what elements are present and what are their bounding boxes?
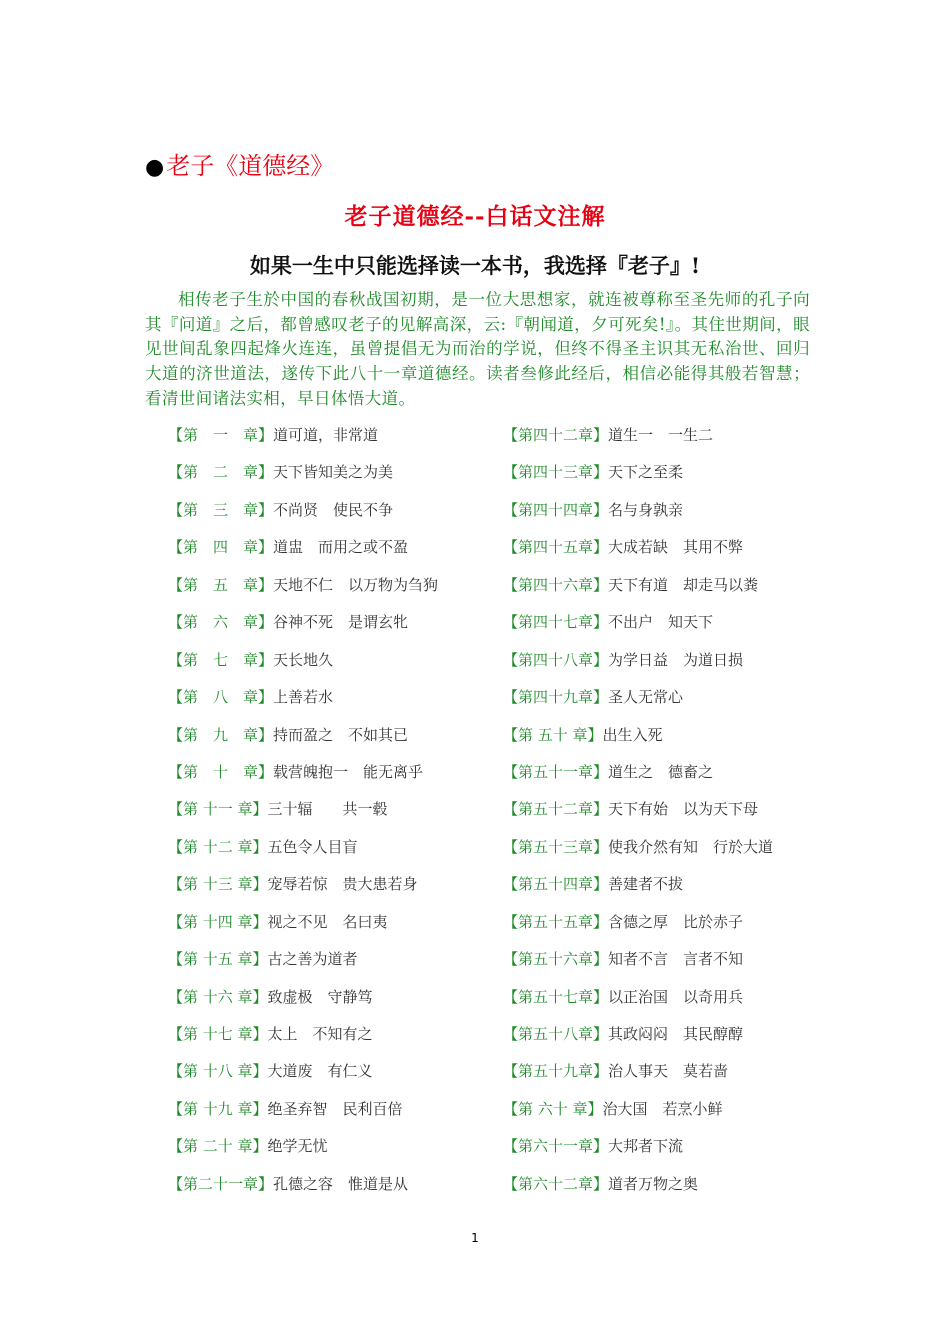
toc-chapter-label: 【第 十八 章】	[168, 1062, 268, 1081]
toc-chapter-label: 【第 十二 章】	[168, 837, 268, 856]
toc-item[interactable]	[503, 686, 773, 723]
page-subtitle: 如果一生中只能选择读一本书，我选择『老子』!	[249, 253, 701, 278]
toc-item[interactable]	[503, 461, 773, 498]
toc-item[interactable]	[503, 1173, 773, 1210]
toc-item[interactable]	[503, 536, 773, 573]
toc-item[interactable]	[503, 424, 773, 461]
toc-chapter-label: 【第四十六章】	[503, 575, 609, 594]
toc-item[interactable]	[168, 1060, 438, 1097]
toc-chapter-label: 【第六十一章】	[503, 1137, 609, 1156]
toc-chapter-label: 【第 七 章】	[168, 650, 274, 669]
toc-item[interactable]	[503, 948, 773, 985]
toc-item[interactable]	[503, 1135, 773, 1172]
toc-chapter-label: 【第 三 章】	[168, 500, 274, 519]
toc-item[interactable]	[168, 836, 438, 873]
toc-chapter-title: 出生入死	[602, 725, 663, 744]
toc-chapter-title: 使我介然有知 行於大道	[608, 837, 774, 856]
toc-chapter-title: 视之不见 名曰夷	[267, 912, 388, 931]
toc-chapter-label: 【第五十八章】	[503, 1025, 609, 1043]
toc-chapter-label: 【第五十五章】	[503, 912, 609, 931]
toc-chapter-title: 大成若缺 其用不弊	[608, 538, 744, 557]
toc-chapter-title: 大邦者下流	[608, 1137, 684, 1156]
toc-chapter-title: 上善若水	[273, 688, 334, 707]
toc-chapter-title: 天下有道 却走马以粪	[608, 575, 759, 594]
toc-item[interactable]	[503, 1023, 773, 1060]
toc-chapter-label: 【第 十一 章】	[168, 800, 268, 819]
toc-chapter-label: 【第 二十 章】	[168, 1137, 268, 1156]
toc-item[interactable]	[503, 798, 773, 835]
toc-chapter-label: 【第四十三章】	[503, 463, 609, 482]
toc-chapter-label: 【第 五 章】	[168, 575, 274, 594]
bullet-icon: ●	[145, 155, 165, 180]
toc-column-left	[168, 424, 438, 1210]
toc-chapter-title: 以正治国 以奇用兵	[608, 987, 744, 1006]
toc-item[interactable]	[503, 911, 773, 948]
section-heading	[145, 146, 334, 181]
toc-item[interactable]	[503, 873, 773, 910]
toc-chapter-title: 道者万物之奥	[608, 1174, 699, 1193]
toc-chapter-title: 天地不仁 以万物为刍狗	[273, 575, 439, 594]
toc-chapter-title: 宠辱若惊 贵大患若身	[267, 875, 418, 894]
toc-item[interactable]	[168, 611, 438, 648]
toc-item[interactable]	[168, 761, 438, 798]
toc-chapter-title: 道盅 而用之或不盈	[273, 538, 409, 557]
toc-chapter-label: 【第 十七 章】	[168, 1025, 268, 1043]
toc-chapter-label: 【第 十四 章】	[168, 912, 268, 931]
toc-chapter-title: 不出户 知天下	[608, 613, 714, 632]
toc-item[interactable]	[168, 724, 438, 761]
toc-chapter-label: 【第 十五 章】	[168, 950, 268, 969]
toc-chapter-title: 为学日益 为道日损	[608, 650, 744, 669]
toc-chapter-title: 绝圣弃智 民利百倍	[267, 1099, 403, 1118]
toc-item[interactable]	[503, 836, 773, 873]
toc-chapter-label: 【第二十一章】	[168, 1174, 274, 1193]
toc-chapter-title: 天下有始 以为天下母	[608, 800, 759, 819]
toc-chapter-label: 【第 十三 章】	[168, 875, 268, 894]
toc-chapter-title: 善建者不拔	[608, 875, 684, 894]
toc-chapter-label: 【第 二 章】	[168, 463, 274, 482]
toc-chapter-title: 天下之至柔	[608, 463, 684, 482]
toc-chapter-label: 【第 四 章】	[168, 538, 274, 557]
toc-item[interactable]	[168, 574, 438, 611]
toc-item[interactable]	[503, 649, 773, 686]
intro-paragraph: 相传老子生於中国的春秋战国初期，是一位大思想家，就连被尊称至圣先师的孔子向其『问道』之后，都曾感叹老子的见解高深，云:『朝闻道，夕可死矣!』。其住世期间，眼见世间乱象四起烽火连连，虽曾提倡无为而治的学说，但终不得圣主识其无私治世、回归大道的济世道法，遂传下此八十一章道德经。读者叁修此经后，相信必能得其般若智慧；看清世间诸法实相，早日体悟大道。	[145, 290, 810, 408]
toc-chapter-title: 圣人无常心	[608, 688, 684, 707]
toc-chapter-title: 不尚贤 使民不争	[273, 500, 394, 519]
toc-chapter-title: 大道废 有仁义	[267, 1062, 373, 1081]
toc-chapter-label: 【第六十二章】	[503, 1174, 609, 1193]
toc-chapter-label: 【第 六十 章】	[503, 1099, 603, 1118]
toc-chapter-label: 【第 八 章】	[168, 688, 274, 707]
toc-chapter-title: 含德之厚 比於赤子	[608, 912, 744, 931]
toc-chapter-label: 【第 十 章】	[168, 762, 274, 781]
section-heading-text: 老子《道德经》	[166, 152, 335, 180]
toc-chapter-title: 道可道，非常道	[273, 426, 379, 444]
toc-chapter-label: 【第 六 章】	[168, 613, 274, 632]
toc-chapter-title: 道生一 一生二	[608, 426, 714, 444]
toc-chapter-title: 天下皆知美之为美	[273, 463, 394, 482]
toc-chapter-label: 【第四十二章】	[503, 426, 609, 444]
toc-item[interactable]	[503, 1098, 773, 1135]
toc-chapter-title: 治人事天 莫若啬	[608, 1062, 729, 1081]
toc-chapter-label: 【第五十一章】	[503, 762, 609, 781]
toc-chapter-label: 【第 十九 章】	[168, 1099, 268, 1118]
toc-item[interactable]	[168, 986, 438, 1023]
toc-item[interactable]	[168, 911, 438, 948]
toc-item[interactable]	[168, 1173, 438, 1210]
toc-chapter-label: 【第五十四章】	[503, 875, 609, 894]
toc-chapter-title: 绝学无忧	[267, 1137, 328, 1156]
toc-chapter-label: 【第 五十 章】	[503, 725, 603, 744]
toc-item[interactable]	[503, 499, 773, 536]
toc-chapter-label: 【第五十九章】	[503, 1062, 609, 1081]
toc-chapter-title: 道生之 德畜之	[608, 762, 714, 781]
toc-chapter-title: 知者不言 言者不知	[608, 950, 744, 969]
toc-chapter-label: 【第四十九章】	[503, 688, 609, 707]
toc-item[interactable]	[168, 536, 438, 573]
toc-item[interactable]	[168, 424, 438, 461]
toc-chapter-title: 孔德之容 惟道是从	[273, 1174, 409, 1193]
toc-item[interactable]	[168, 1098, 438, 1135]
toc-item[interactable]	[168, 686, 438, 723]
toc-chapter-title: 古之善为道者	[267, 950, 358, 969]
toc-chapter-title: 载营魄抱一 能无离乎	[273, 762, 424, 781]
toc-chapter-label: 【第五十七章】	[503, 987, 609, 1006]
toc-chapter-title: 天长地久	[273, 650, 334, 669]
toc-item[interactable]	[503, 724, 773, 761]
toc-chapter-label: 【第五十三章】	[503, 837, 609, 856]
toc-item[interactable]	[503, 611, 773, 648]
toc-chapter-title: 五色令人目盲	[267, 837, 358, 856]
toc-item[interactable]	[503, 986, 773, 1023]
toc-chapter-label: 【第五十二章】	[503, 800, 609, 819]
toc-chapter-title: 三十辐 共一毂	[267, 800, 388, 819]
toc-item[interactable]	[503, 761, 773, 798]
toc-chapter-label: 【第四十七章】	[503, 613, 609, 632]
toc-chapter-label: 【第 九 章】	[168, 725, 274, 744]
toc-item[interactable]	[168, 649, 438, 686]
toc-chapter-label: 【第 十六 章】	[168, 987, 268, 1006]
toc-item[interactable]	[168, 461, 438, 498]
toc-chapter-label: 【第四十四章】	[503, 500, 609, 519]
toc-item[interactable]	[168, 1135, 438, 1172]
page-number: 1	[471, 1231, 479, 1245]
toc-item[interactable]	[503, 574, 773, 611]
toc-chapter-label: 【第四十八章】	[503, 650, 609, 669]
toc-item[interactable]	[168, 873, 438, 910]
toc-column-right	[503, 424, 773, 1210]
toc-chapter-label: 【第 一 章】	[168, 426, 274, 444]
toc-chapter-title: 治大国 若烹小鲜	[602, 1099, 723, 1118]
toc-item[interactable]	[168, 499, 438, 536]
toc-item[interactable]	[168, 948, 438, 985]
toc-chapter-title: 太上 不知有之	[267, 1025, 373, 1043]
toc-chapter-title: 谷神不死 是谓玄牝	[273, 613, 409, 632]
toc-item[interactable]	[168, 798, 438, 835]
toc-chapter-title: 其政闷闷 其民醇醇	[608, 1025, 744, 1043]
toc-chapter-label: 【第四十五章】	[503, 538, 609, 557]
toc-chapter-title: 持而盈之 不如其已	[273, 725, 409, 744]
toc-item[interactable]	[168, 1023, 438, 1060]
toc-chapter-title: 名与身孰亲	[608, 500, 684, 519]
page-title: 老子道德经--白话文注解	[344, 203, 606, 230]
toc-chapter-label: 【第五十六章】	[503, 950, 609, 969]
toc-chapter-title: 致虚极 守静笃	[267, 987, 373, 1006]
toc-item[interactable]	[503, 1060, 773, 1097]
